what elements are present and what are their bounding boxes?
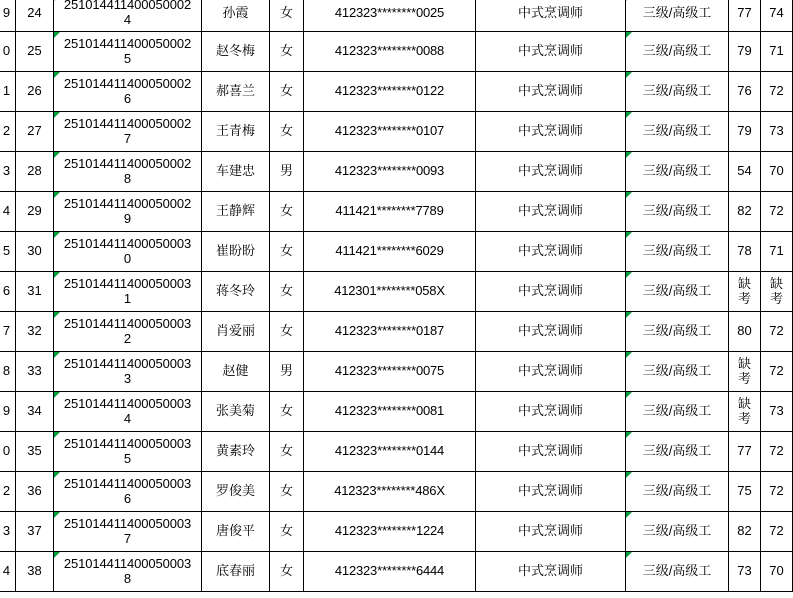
cell-occupation[interactable]: 中式烹调师 [476,232,626,272]
table-row[interactable] [0,0,793,32]
cell-score-2[interactable]: 72 [761,352,793,392]
cell-occupation[interactable]: 中式烹调师 [476,72,626,112]
cell-sequence[interactable]: 25 [16,32,54,72]
row-header-cell[interactable]: 2 [0,472,16,512]
cell-name[interactable]: 崔盼盼 [202,232,270,272]
cell-score-1[interactable]: 82 [729,192,761,232]
cell-sequence[interactable]: 33 [16,352,54,392]
cell-level[interactable]: 三级/高级工 [626,352,729,392]
cell-sequence[interactable]: 27 [16,112,54,152]
cell-exam-number[interactable]: 251014411400050003 6 [54,472,202,512]
cell-occupation[interactable]: 中式烹调师 [476,512,626,552]
table-row[interactable] [0,312,793,352]
cell-score-2[interactable]: 71 [761,32,793,72]
cell-gender[interactable]: 女 [270,192,304,232]
cell-id-number[interactable]: 412323********0122 [304,72,476,112]
cell-level[interactable]: 三级/高级工 [626,392,729,432]
cell-id-number[interactable]: 412323********0025 [304,0,476,32]
cell-occupation[interactable]: 中式烹调师 [476,312,626,352]
cell-score-2[interactable]: 缺 考 [761,272,793,312]
cell-id-number[interactable]: 412323********1224 [304,512,476,552]
cell-name[interactable]: 赵健 [202,352,270,392]
row-header-cell[interactable]: 3 [0,512,16,552]
cell-score-2[interactable]: 72 [761,472,793,512]
cell-exam-number[interactable]: 251014411400050003 7 [54,512,202,552]
cell-id-number[interactable]: 412323********486X [304,472,476,512]
cell-gender[interactable]: 女 [270,312,304,352]
cell-name[interactable]: 赵冬梅 [202,32,270,72]
cell-id-number[interactable]: 412323********0075 [304,352,476,392]
cell-level[interactable]: 三级/高级工 [626,312,729,352]
row-header-cell[interactable]: 7 [0,312,16,352]
table-row[interactable] [0,32,793,72]
cell-sequence[interactable]: 32 [16,312,54,352]
cell-sequence[interactable]: 30 [16,232,54,272]
cell-name[interactable]: 罗俊美 [202,472,270,512]
cell-level[interactable]: 三级/高级工 [626,432,729,472]
cell-score-1[interactable]: 54 [729,152,761,192]
cell-score-1[interactable]: 75 [729,472,761,512]
cell-exam-number[interactable]: 251014411400050002 6 [54,72,202,112]
cell-gender[interactable]: 女 [270,512,304,552]
cell-sequence[interactable]: 26 [16,72,54,112]
cell-sequence[interactable]: 28 [16,152,54,192]
cell-score-1[interactable]: 73 [729,552,761,592]
cell-score-1[interactable]: 77 [729,432,761,472]
row-header-cell[interactable]: 5 [0,232,16,272]
cell-score-2[interactable]: 71 [761,232,793,272]
cell-id-number[interactable]: 412323********0187 [304,312,476,352]
cell-gender[interactable]: 女 [270,0,304,32]
table-row[interactable] [0,512,793,552]
row-header-cell[interactable]: 4 [0,192,16,232]
cell-occupation[interactable]: 中式烹调师 [476,152,626,192]
cell-level[interactable]: 三级/高级工 [626,272,729,312]
cell-occupation[interactable]: 中式烹调师 [476,272,626,312]
cell-level[interactable]: 三级/高级工 [626,232,729,272]
cell-sequence[interactable]: 37 [16,512,54,552]
row-header-cell[interactable]: 0 [0,32,16,72]
cell-exam-number[interactable]: 251014411400050002 8 [54,152,202,192]
cell-gender[interactable]: 女 [270,472,304,512]
cell-score-1[interactable]: 76 [729,72,761,112]
cell-gender[interactable]: 女 [270,32,304,72]
cell-score-1[interactable]: 77 [729,0,761,32]
row-header-cell[interactable]: 3 [0,152,16,192]
cell-occupation[interactable]: 中式烹调师 [476,112,626,152]
cell-name[interactable]: 郝喜兰 [202,72,270,112]
cell-level[interactable]: 三级/高级工 [626,112,729,152]
table-row[interactable] [0,472,793,512]
row-header-cell[interactable]: 4 [0,552,16,592]
cell-gender[interactable]: 女 [270,552,304,592]
cell-occupation[interactable]: 中式烹调师 [476,0,626,32]
row-header-cell[interactable]: 2 [0,112,16,152]
cell-name[interactable]: 孙霞 [202,0,270,32]
table-row[interactable] [0,392,793,432]
cell-gender[interactable]: 男 [270,152,304,192]
cell-id-number[interactable]: 412323********0088 [304,32,476,72]
cell-score-2[interactable]: 72 [761,432,793,472]
cell-score-2[interactable]: 74 [761,0,793,32]
cell-score-2[interactable]: 72 [761,312,793,352]
cell-name[interactable]: 王静辉 [202,192,270,232]
cell-gender[interactable]: 女 [270,432,304,472]
cell-level[interactable]: 三级/高级工 [626,512,729,552]
row-header-cell[interactable]: 8 [0,352,16,392]
cell-id-number[interactable]: 412323********6444 [304,552,476,592]
cell-level[interactable]: 三级/高级工 [626,472,729,512]
cell-id-number[interactable]: 411421********6029 [304,232,476,272]
cell-score-2[interactable]: 70 [761,152,793,192]
cell-score-1[interactable]: 缺 考 [729,352,761,392]
cell-id-number[interactable]: 412323********0107 [304,112,476,152]
cell-occupation[interactable]: 中式烹调师 [476,552,626,592]
cell-sequence[interactable]: 35 [16,432,54,472]
table-row[interactable] [0,432,793,472]
cell-name[interactable]: 唐俊平 [202,512,270,552]
cell-gender[interactable]: 女 [270,392,304,432]
cell-sequence[interactable]: 34 [16,392,54,432]
cell-sequence[interactable]: 31 [16,272,54,312]
cell-sequence[interactable]: 24 [16,0,54,32]
cell-exam-number[interactable]: 251014411400050002 7 [54,112,202,152]
cell-exam-number[interactable]: 251014411400050002 5 [54,32,202,72]
cell-gender[interactable]: 男 [270,352,304,392]
cell-id-number[interactable]: 412323********0093 [304,152,476,192]
cell-exam-number[interactable]: 251014411400050002 9 [54,192,202,232]
cell-name[interactable]: 王青梅 [202,112,270,152]
table-row[interactable] [0,112,793,152]
cell-score-1[interactable]: 79 [729,112,761,152]
table-row[interactable] [0,152,793,192]
cell-level[interactable]: 三级/高级工 [626,552,729,592]
cell-exam-number[interactable]: 251014411400050003 8 [54,552,202,592]
cell-score-1[interactable]: 82 [729,512,761,552]
cell-exam-number[interactable]: 251014411400050003 4 [54,392,202,432]
cell-score-2[interactable]: 72 [761,192,793,232]
cell-score-2[interactable]: 72 [761,512,793,552]
table-row[interactable] [0,552,793,592]
cell-gender[interactable]: 女 [270,272,304,312]
cell-score-1[interactable]: 78 [729,232,761,272]
table-row[interactable] [0,232,793,272]
cell-score-1[interactable]: 缺 考 [729,272,761,312]
cell-level[interactable]: 三级/高级工 [626,152,729,192]
cell-name[interactable]: 黄素玲 [202,432,270,472]
cell-name[interactable]: 蒋冬玲 [202,272,270,312]
cell-gender[interactable]: 女 [270,112,304,152]
row-header-cell[interactable]: 0 [0,432,16,472]
cell-name[interactable]: 车建忠 [202,152,270,192]
cell-occupation[interactable]: 中式烹调师 [476,32,626,72]
cell-score-2[interactable]: 72 [761,72,793,112]
cell-occupation[interactable]: 中式烹调师 [476,192,626,232]
cell-id-number[interactable]: 412301********058X [304,272,476,312]
cell-name[interactable]: 张美菊 [202,392,270,432]
cell-exam-number[interactable]: 251014411400050003 2 [54,312,202,352]
cell-score-2[interactable]: 70 [761,552,793,592]
table-row[interactable] [0,272,793,312]
cell-score-2[interactable]: 73 [761,112,793,152]
table-row[interactable] [0,72,793,112]
table-row[interactable] [0,192,793,232]
cell-score-1[interactable]: 80 [729,312,761,352]
cell-score-2[interactable]: 73 [761,392,793,432]
cell-exam-number[interactable]: 251014411400050003 3 [54,352,202,392]
cell-occupation[interactable]: 中式烹调师 [476,352,626,392]
cell-level[interactable]: 三级/高级工 [626,192,729,232]
cell-exam-number[interactable]: 251014411400050003 5 [54,432,202,472]
cell-occupation[interactable]: 中式烹调师 [476,432,626,472]
cell-sequence[interactable]: 38 [16,552,54,592]
cell-name[interactable]: 肖爱丽 [202,312,270,352]
cell-name[interactable]: 底春丽 [202,552,270,592]
row-header-cell[interactable]: 9 [0,0,16,32]
cell-exam-number[interactable]: 251014411400050003 1 [54,272,202,312]
cell-sequence[interactable]: 36 [16,472,54,512]
cell-id-number[interactable]: 412323********0144 [304,432,476,472]
cell-id-number[interactable]: 411421********7789 [304,192,476,232]
table-row[interactable] [0,352,793,392]
cell-occupation[interactable]: 中式烹调师 [476,472,626,512]
cell-level[interactable]: 三级/高级工 [626,0,729,32]
cell-level[interactable]: 三级/高级工 [626,32,729,72]
cell-gender[interactable]: 女 [270,232,304,272]
cell-exam-number[interactable]: 251014411400050003 0 [54,232,202,272]
row-header-cell[interactable]: 9 [0,392,16,432]
cell-sequence[interactable]: 29 [16,192,54,232]
cell-score-1[interactable]: 79 [729,32,761,72]
cell-occupation[interactable]: 中式烹调师 [476,392,626,432]
cell-level[interactable]: 三级/高级工 [626,72,729,112]
cell-id-number[interactable]: 412323********0081 [304,392,476,432]
row-header-cell[interactable]: 1 [0,72,16,112]
cell-exam-number[interactable]: 251014411400050002 4 [54,0,202,32]
cell-score-1[interactable]: 缺 考 [729,392,761,432]
row-header-cell[interactable]: 6 [0,272,16,312]
cell-gender[interactable]: 女 [270,72,304,112]
